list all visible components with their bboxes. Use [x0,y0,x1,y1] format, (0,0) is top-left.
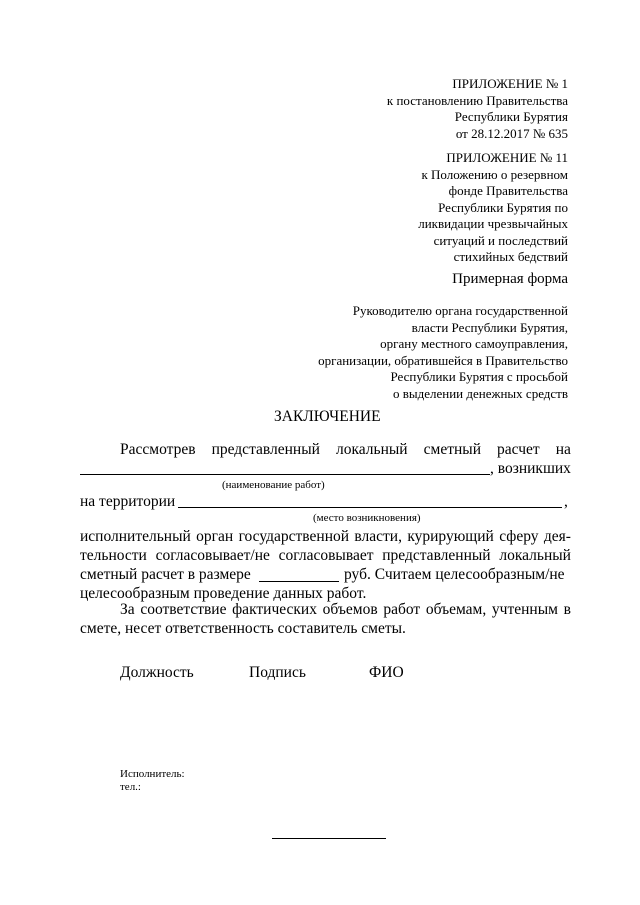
appendix-1-line: Республики Бурятия [454,109,568,124]
word: орган [196,528,234,545]
addressee-block [318,303,568,402]
form-label: Примерная форма [452,271,568,287]
para1-line-d: целесообразным проведение данных работ. [80,585,367,602]
word: представленный [211,441,320,458]
work-name-blank [80,474,490,475]
appendix-11-line: к Положению о резервном [421,166,568,182]
para1-line-b [80,547,571,565]
signature-position: Должность [120,664,194,681]
word: согласовывает/не [155,547,270,564]
addressee-line: о выделении денежных средств [393,385,568,401]
territory-comma: , [564,493,568,510]
word: работ [383,601,421,618]
word: в [563,601,571,618]
work-name-caption: (наименование работ) [222,479,325,491]
para1-line-c-prefix: сметный расчет в размере [80,566,251,583]
word: учтенным [491,601,558,618]
executor-phone: тел.: [120,781,141,793]
word: соответствие [140,601,227,618]
addressee-line: органу местного самоуправления, [380,336,568,351]
word: Рассмотрев [120,441,196,458]
word: тельности [80,547,147,564]
appendix-1-line: от 28.12.2017 № 635 [455,125,568,141]
bottom-rule [272,838,386,839]
word: сметный [423,441,481,458]
territory-prefix: на территории [80,493,176,510]
appendix-11-line: ситуаций и последствий [433,232,568,248]
appendix-11-line: ПРИЛОЖЕНИЕ № 11 [446,150,568,165]
appendix-11-header [418,150,568,266]
para1-line-c-suffix: руб. Считаем целесообразным/не [344,566,565,583]
word: фактических [232,601,317,618]
addressee-line: Республики Бурятия с просьбой [390,369,568,384]
addressee-line: организации, обратившейся в Правительство [318,352,568,368]
place-caption: (место возникновения) [313,512,421,524]
word: расчет [497,441,540,458]
appendix-11-line: Республики Бурятия по [438,199,568,215]
addressee-line: власти Республики Бурятия, [411,319,568,335]
signature-name: ФИО [369,664,404,681]
appendix-1-line: ПРИЛОЖЕНИЕ № 1 [452,76,568,91]
para2-line1 [120,601,571,619]
word: власти, [354,528,402,545]
word: За [120,601,135,618]
word: согласовывает [278,547,374,564]
word: курирующий [407,528,494,545]
word: локальный [499,547,571,564]
word: дея- [543,528,571,545]
word: локальный [335,441,408,458]
appendix-11-line: стихийных бедствий [453,249,568,264]
appendix-1-header [387,76,568,142]
line2-tail: , возникших [490,460,571,477]
para1-line1 [120,441,571,459]
word: объемам, [425,601,487,618]
para1-line-a [80,528,571,546]
executor-label: Исполнитель: [120,768,185,780]
para2-line2: смете, несет ответственность составитель сметы. [80,620,406,637]
appendix-1-line: к постановлению Правительства [386,92,568,108]
addressee-line: Руководителю органа государственной [352,303,568,318]
word: представленный [382,547,491,564]
amount-blank [259,581,339,582]
word: исполнительный [80,528,191,545]
signature-sign: Подпись [249,664,306,681]
word: на [555,441,571,458]
word: государственной [238,528,350,545]
appendix-11-line: фонде Правительства [448,183,568,198]
appendix-11-line: ликвидации чрезвычайных [418,216,568,231]
word: объемов [322,601,378,618]
territory-blank [178,507,562,508]
word: сферу [499,528,539,545]
document-title: ЗАКЛЮЧЕНИЕ [274,408,381,425]
